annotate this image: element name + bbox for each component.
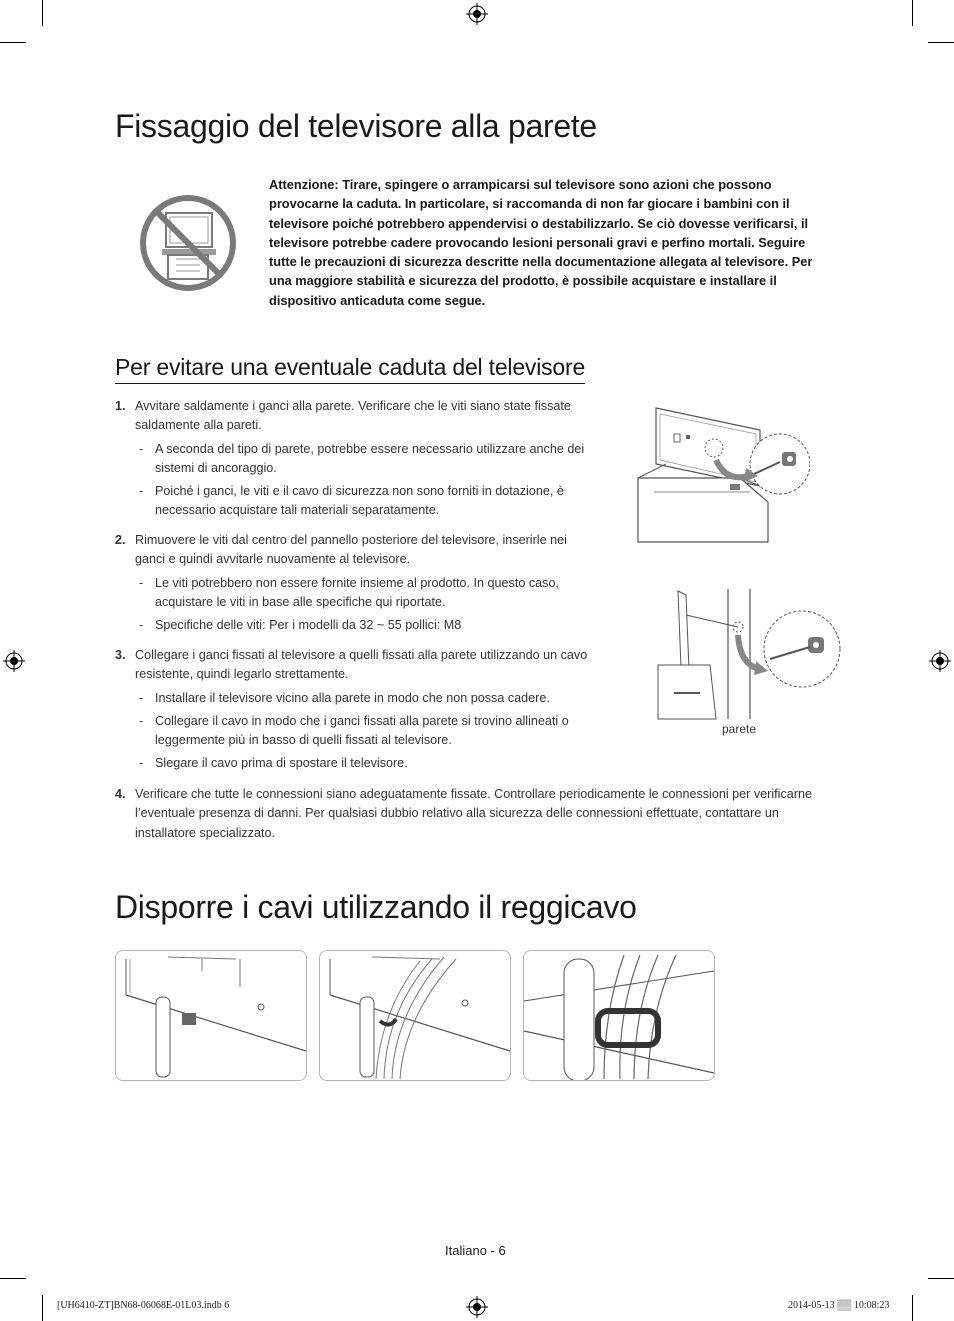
tv-bracket-figure	[630, 402, 810, 552]
file-slug: [UH6410-ZT]BN68-06068E-01L03.indb 6	[57, 1300, 230, 1311]
print-timestamp: 2014-05-13 ▒▒ 10:08:23	[788, 1300, 890, 1311]
no-climbing-tv-icon	[138, 193, 238, 293]
crop-mark	[0, 42, 26, 43]
section-title-prevent-fall: Per evitare una eventuale caduta del televisore	[115, 354, 585, 384]
step-number: 2.	[115, 533, 126, 547]
crop-mark	[928, 42, 954, 43]
sub-item: - A seconda del tipo di parete, potrebbe essere necessario utilizzare anche dei sistemi di ancoraggio.	[139, 441, 585, 475]
registration-mark-icon	[466, 1296, 488, 1318]
sub-item: - Collegare il cavo in modo che i ganci fissati alla parete si trovino allineati o leggermente più in basso di quelli fissati al televisore.	[139, 713, 569, 748]
cable-holder-figure-3	[523, 950, 715, 1081]
step-number: 3.	[115, 648, 126, 662]
step-number: 1.	[115, 399, 126, 413]
wall-label: parete	[722, 722, 757, 736]
step-text: Collegare i ganci fissati al televisore a quelli fissati alla parete utilizzando un cavo resistente, quindi legarlo strettamente.	[135, 648, 588, 682]
step-3	[115, 646, 595, 774]
section-title-cable-holder: Disporre i cavi utilizzando il reggicavo	[115, 889, 637, 925]
crop-mark	[912, 0, 913, 26]
registration-mark-icon	[929, 650, 951, 672]
sub-item: - Poiché i ganci, le viti e il cavo di sicurezza non sono forniti in dotazione, è necessario acquistare tali materiali separatamente.	[139, 484, 564, 518]
section-title-wall-mount: Fissaggio del televisore alla parete	[115, 108, 597, 144]
step-text: Avvitare saldamente i ganci alla parete. Verificare che le viti siano state fissate saldamente alla pareti.	[135, 399, 571, 433]
step-number: 4.	[115, 787, 126, 801]
cable-holder-figure-1	[115, 950, 307, 1081]
cable-holder-figure-2	[319, 950, 511, 1081]
page-number: Italiano - 6	[445, 1243, 506, 1258]
tv-wall-cable-figure	[650, 585, 850, 720]
sub-item: - Le viti potrebbero non essere fornite insieme al prodotto. In questo caso, acquistare le viti in base alle specifiche qui riportate.	[139, 575, 559, 609]
crop-mark	[928, 1278, 954, 1279]
crop-mark	[42, 1295, 43, 1321]
step-4	[115, 785, 825, 843]
step-1	[115, 397, 595, 521]
crop-mark	[42, 0, 43, 26]
warning-text: Attenzione: Tirare, spingere o arrampicarsi sul televisore sono azioni che possono provocarne la caduta. In particolare, si raccomanda di non far giocare i bambini con il televisore poiché potrebbero appendervisi o destabilizzarlo. Se ciò dovesse verificarsi, il televisore potrebbe cadere provocando lesioni personali gravi e perfino mortali. Seguire tutte le precauzioni di sicurezza descritte nella documentazione allegata al televisore. Per una maggiore stabilità e sicurezza del prodotto, è possibile acquistare e installare il dispositivo anticaduta come segue.	[269, 177, 813, 308]
registration-mark-icon	[3, 650, 25, 672]
sub-item: - Installare il televisore vicino alla parete in modo che non possa cadere.	[139, 690, 550, 705]
sub-item: - Specifiche delle viti: Per i modelli da 32 ~ 55 pollici: M8	[139, 618, 462, 633]
step-text: Rimuovere le viti dal centro del pannello posteriore del televisore, inserirle nei ganci e quindi avvitarle nuovamente al televisore.	[135, 533, 567, 567]
sub-item: - Slegare il cavo prima di spostare il televisore.	[139, 756, 408, 771]
step-text: Verificare che tutte le connessioni siano adeguatamente fissate. Controllare periodicamente le connessioni per verificarne l’eventuale presenza di danni. Per qualsiasi dubbio relativo alla sicurezza delle connessioni effettuate, contattare un installatore specializzato.	[135, 787, 812, 840]
crop-mark	[912, 1295, 913, 1321]
step-2	[115, 531, 595, 635]
crop-mark	[0, 1278, 26, 1279]
registration-mark-icon	[466, 3, 488, 25]
